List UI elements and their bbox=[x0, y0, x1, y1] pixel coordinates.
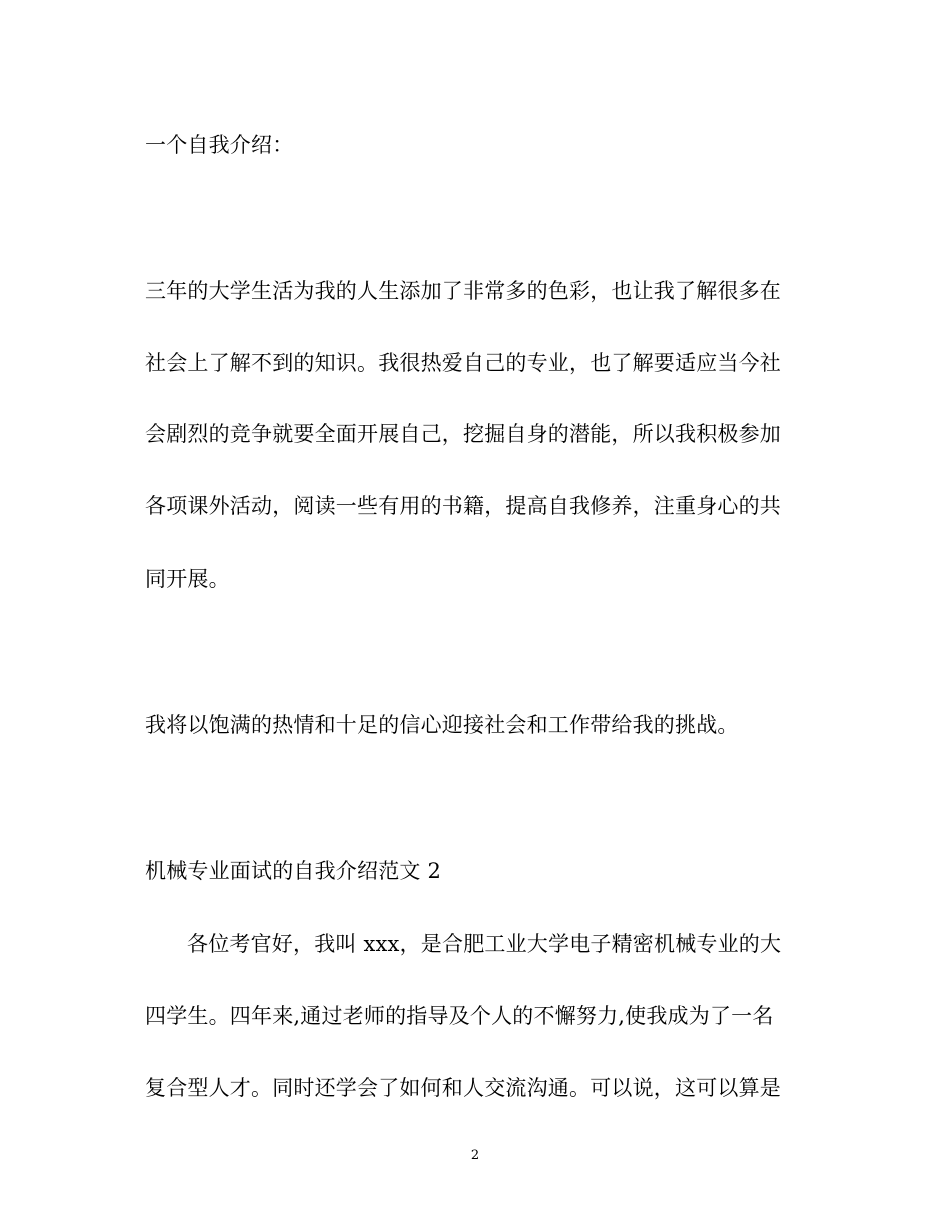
page-number: 2 bbox=[470, 1148, 480, 1163]
paragraph-line: 社会上了解不到的知识。我很热爱自己的专业，也了解要适应当今社 bbox=[145, 351, 781, 375]
paragraph-line: 各位考官好，我叫 xxx，是合肥工业大学电子精密机械专业的大 bbox=[187, 932, 782, 956]
paragraph-line: 同开展。 bbox=[145, 567, 230, 591]
paragraph-line: 会剧烈的竞争就要全面开展自己，挖掘自身的潜能，所以我积极参加 bbox=[145, 422, 781, 446]
paragraph-line: 三年的大学生活为我的人生添加了非常多的色彩，也让我了解很多在 bbox=[145, 279, 781, 303]
closing-statement: 我将以饱满的热情和十足的信心迎接社会和工作带给我的挑战。 bbox=[145, 713, 739, 737]
section-title: 机械专业面试的自我介绍范文 2 bbox=[145, 859, 442, 883]
paragraph-line: 复合型人才。同时还学会了如何和人交流沟通。可以说，这可以算是 bbox=[145, 1076, 781, 1100]
paragraph-line: 各项课外活动，阅读一些有用的书籍，提高自我修养，注重身心的共 bbox=[145, 494, 781, 518]
paragraph-line: 四学生。四年来,通过老师的指导及个人的不懈努力,使我成为了一名 bbox=[145, 1004, 774, 1028]
intro-heading: 一个自我介绍： bbox=[145, 133, 294, 157]
